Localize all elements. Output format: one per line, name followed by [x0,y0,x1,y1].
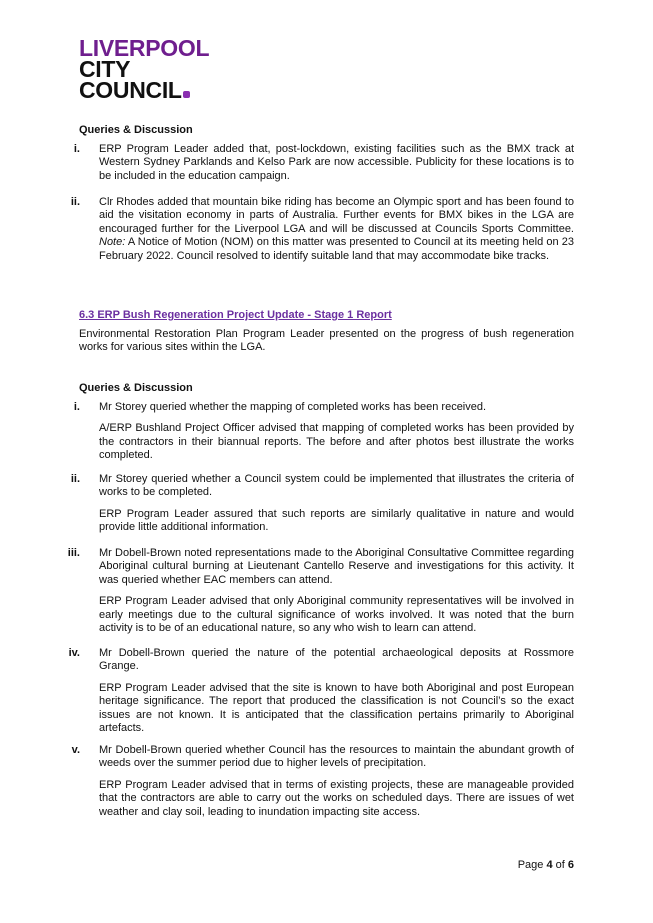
item-query: Mr Dobell-Brown noted representations made to the Aboriginal Consultative Committee regarding Aboriginal cultural burning at Lieutenant Cantello Reserve and investigations for this activity. It was queried whether EAC members can attend. [99,547,574,586]
item-number: ii. [70,473,80,485]
item-number: ii. [70,196,80,208]
item-number: iii. [67,547,80,559]
council-logo [79,35,210,103]
total-pages: 6 [567,859,574,871]
item-query: Mr Storey queried whether the mapping of completed works has been received. [99,401,487,413]
item-response: A/ERP Bushland Project Officer advised that mapping of completed works has been provided by the contractors in their biannual reports. The before and after photos best illustrate the works completed. [99,422,574,462]
item-query: Mr Storey queried whether a Council system could be implemented that illustrates the criteria of works to be completed. [99,473,574,499]
item-number: i. [73,401,80,413]
item-text [99,196,574,263]
item-response: ERP Program Leader advised that only Aboriginal community representatives will be involved in early meetings due to the cultural significance of works involved. It was noted that the burn activity is to be of an educational nature, so any who wish to learn can attend. [99,595,574,635]
list-item [58,401,574,463]
item-text: ERP Program Leader added that, post-lockdown, existing facilities such as the BMX track at Western Sydney Parklands and Kelso Park are now accessible. Publicity for these locations is to be included in the education campaign. [99,143,574,182]
item-response: ERP Program Leader advised that in terms of existing projects, these are manageable provided that the contractors are able to carry out the works on scheduled days. There are issues of wet weather and clay soil, leading to inundation impacting site access. [99,778,574,818]
section1-heading: Queries & Discussion [79,124,193,136]
page-footer [0,859,574,871]
section2-heading: Queries & Discussion [79,382,193,394]
intro-text: Environmental Restoration Plan Program Leader presented on the progress of bush regeneration works for various sites within the LGA. [79,328,574,354]
logo-line-1: LIVERPOOL [79,35,210,61]
list-item [58,647,574,735]
item-number: iv. [68,647,80,659]
item-query: Mr Dobell-Brown queried whether Council has the resources to maintain the abundant growth of weeds over the summer period due to higher levels of precipitation. [99,744,574,770]
item-response: ERP Program Leader assured that such reports are similarly qualitative in nature and would provide little additional information. [99,507,574,534]
section2-intro [79,328,574,355]
logo-line-3 [79,77,209,103]
page-of: of [552,859,568,871]
note-label: Note: [99,236,126,249]
current-page: 4 [546,859,553,871]
item-query: Mr Dobell-Brown queried the nature of the potential archaeological deposits at Rossmore Grange. [99,647,574,673]
list-item [58,143,574,183]
agenda-item-title[interactable]: 6.3 ERP Bush Regeneration Project Update - Stage 1 Report [79,309,392,321]
list-item [58,547,574,635]
page-label: Page [517,859,547,871]
logo-line-2: CITY [79,56,131,82]
note-text: A Notice of Motion (NOM) on this matter was presented to Council at its meeting held on 23 February 2022. Council resolved to identify suitable land that may accommodate bike tracks. [99,236,574,262]
item-text-main: Clr Rhodes added that mountain bike riding has become an Olympic sport and has been found to aid the visitation economy in parts of Australia. Further events for BMX bikes in the LGA are encouraged further for the Liverpool LGA and will be discussed at Councils Sports Committee. [99,196,574,235]
agenda-item-link[interactable] [79,309,574,322]
logo-line-3-text: COUNCIL [79,77,182,103]
list-item [58,196,574,263]
item-response: ERP Program Leader advised that the site is known to have both Aboriginal and post European heritage significance. The report that produced the classification is not Council’s so the exact issues are not known. It is anticipated that the classification pertains primarily to Aboriginal artefacts. [99,681,574,735]
list-item [58,744,574,819]
item-number: v. [71,744,80,756]
list-item [58,473,574,535]
item-number: i. [73,143,80,155]
logo-dot-icon [183,91,190,98]
